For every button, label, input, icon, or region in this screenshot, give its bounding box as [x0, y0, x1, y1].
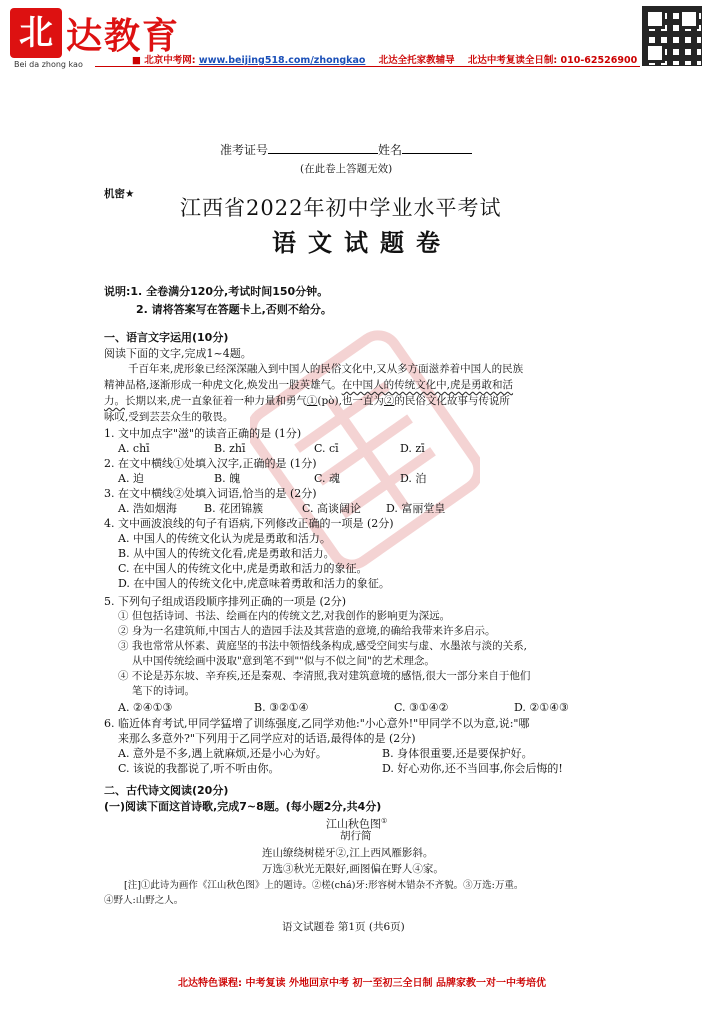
- header-divider: [95, 66, 640, 67]
- passage-line-2: 精神品格,逐渐形成一种虎文化,焕发出一股英雄气。在中国人的传统文化中,虎是勇敢和活: [104, 379, 514, 391]
- header-links: [132, 52, 637, 66]
- question-3: 3. 在文中横线②处填入词语,恰当的是 (2分): [104, 487, 317, 500]
- site-url-link[interactable]: www.beijing518.com/zhongkao: [198, 55, 366, 66]
- section-2-sub: (一)阅读下面这首诗歌,完成7~8题。(每小题2分,共4分): [104, 800, 382, 813]
- exam-title: 江西省2022年初中学业水平考试: [180, 196, 502, 220]
- question-5-sentence-3b: 从中国传统绘画中汲取"意到笔不到""似与不似之间"的艺术理念。: [132, 655, 435, 667]
- ad-tutoring: 北达全托家教辅导: [378, 55, 455, 66]
- instructions: 说明:1. 全卷满分120分,考试时间150分钟。: [104, 285, 329, 298]
- ticket-line: 准考证号 姓名: [220, 143, 472, 159]
- question-5-sentence-4: ④ 不论是苏东坡、辛弃疾,还是秦观、李清照,我对建筑意境的感悟,很大一部分来自于他们: [118, 670, 531, 682]
- instruction-2: 2. 请将答案写在答题卡上,否则不给分。: [136, 303, 332, 316]
- question-5-sentence-3: ③ 我也常常从怀素、黄庭坚的书法中领悟线条构成,感受空间实与虚、水墨浓与淡的关系,: [118, 640, 528, 652]
- section-1-heading: 一、语言文字运用(10分): [104, 331, 229, 344]
- answer-note: (在此卷上答题无效): [300, 163, 393, 175]
- site-label: 北京中考网:: [144, 55, 196, 66]
- question-4-option-b: B. 从中国人的传统文化看,虎是勇敢和活力。: [118, 547, 335, 560]
- question-5-sentence-1: ① 但包括诗词、书法、绘画在内的传统文艺,对我创作的影响更为深远。: [118, 610, 451, 622]
- poem-note-2: ④野人:山野之人。: [104, 895, 184, 906]
- poem-line-1: 连山缭绕树槎牙②,江上西风雁影斜。: [262, 847, 434, 859]
- question-4-option-d: D. 在中国人的传统文化中,虎意味着勇敢和活力的象征。: [118, 577, 390, 590]
- question-6: 6. 临近体育考试,甲同学猛增了训练强度,乙同学劝他:"小心意外!"甲同学不以为意,说:"哪: [104, 717, 530, 730]
- poem-note-1: [注]①此诗为画作《江山秋色图》上的题诗。②槎(chá)牙:形容树木错杂不齐貌。③万选:万重。: [124, 880, 524, 891]
- ad-phone: 北达中考复读全日制: 010-62526900: [467, 55, 638, 66]
- logo-mark: 北: [10, 8, 62, 58]
- page-number: 语文试题卷 第1页 (共6页): [282, 921, 405, 933]
- subject-title: 语文试题卷: [272, 229, 452, 257]
- secret-mark: 机密★: [104, 188, 135, 200]
- qr-code-icon: [642, 6, 702, 66]
- question-3-options: A. 浩如烟海 B. 花团锦簇 C. 高谈阔论 D. 富丽堂皇: [118, 502, 446, 515]
- question-5-sentence-2: ② 身为一名建筑师,中国古人的造园手法及其营造的意境,的确给我带来许多启示。: [118, 625, 496, 637]
- question-5-options: A. ②④①③ B. ③②①④ C. ③①④② D. ②①④③: [118, 701, 569, 714]
- question-2-options: A. 迫 B. 魄 C. 魂 D. 泊: [118, 472, 427, 485]
- question-4-option-c: C. 在中国人的传统文化中,虎是勇敢和活力的象征。: [118, 562, 368, 575]
- bullet-icon: ■: [132, 55, 141, 66]
- question-1-options: A. chī B. zhī C. cī D. zī: [118, 442, 425, 455]
- question-6-cont: 来那么多意外?"下列用于乙同学应对的话语,最得体的是 (2分): [118, 732, 416, 745]
- question-2: 2. 在文中横线①处填入汉字,正确的是 (1分): [104, 457, 317, 470]
- poem-author: 胡行简: [340, 830, 372, 842]
- question-4-option-a: A. 中国人的传统文化认为虎是勇敢和活力。: [118, 532, 331, 545]
- poem-line-2: 万选③秋光无限好,画图偏在野人④家。: [262, 863, 444, 875]
- question-5-sentence-4b: 笔下的诗词。: [132, 685, 195, 697]
- logo-pinyin: Bei da zhong kao: [14, 60, 83, 69]
- ad-footer: 北达特色课程: 中考复读 外地回京中考 初一至初三全日制 品牌家教一对一中考培优: [178, 978, 546, 989]
- passage-line-4: 咏叹,受到芸芸众生的敬畏。: [104, 411, 234, 423]
- passage-line-1: 千百年来,虎形象已经深深融入到中国人的民俗文化中,又从多方面滋养着中国人的民族: [128, 363, 524, 375]
- question-6-options-row-2: C. 该说的我都说了,听不听由你。 D. 好心劝你,还不当回事,你会后悔的!: [118, 762, 563, 775]
- question-1: 1. 文中加点字"滋"的读音正确的是 (1分): [104, 427, 302, 440]
- question-5: 5. 下列句子组成语段顺序排列正确的一项是 (2分): [104, 595, 347, 608]
- question-6-options-row-1: A. 意外是不多,遇上就麻烦,还是小心为好。 B. 身体很重要,还是要保护好。: [118, 747, 533, 760]
- section-1-intro: 阅读下面的文字,完成1~4题。: [104, 347, 252, 360]
- poem-title: 江山秋色图①: [326, 817, 388, 831]
- question-4: 4. 文中画波浪线的句子有语病,下列修改正确的一项是 (2分): [104, 517, 394, 530]
- section-2-heading: 二、古代诗文阅读(20分): [104, 784, 229, 797]
- passage-line-3: 力。长期以来,虎一直象征着一种力量和勇气①(pò),也一直为②的民俗文化故事与传说所: [104, 395, 510, 407]
- logo-text: 达教育: [66, 16, 181, 57]
